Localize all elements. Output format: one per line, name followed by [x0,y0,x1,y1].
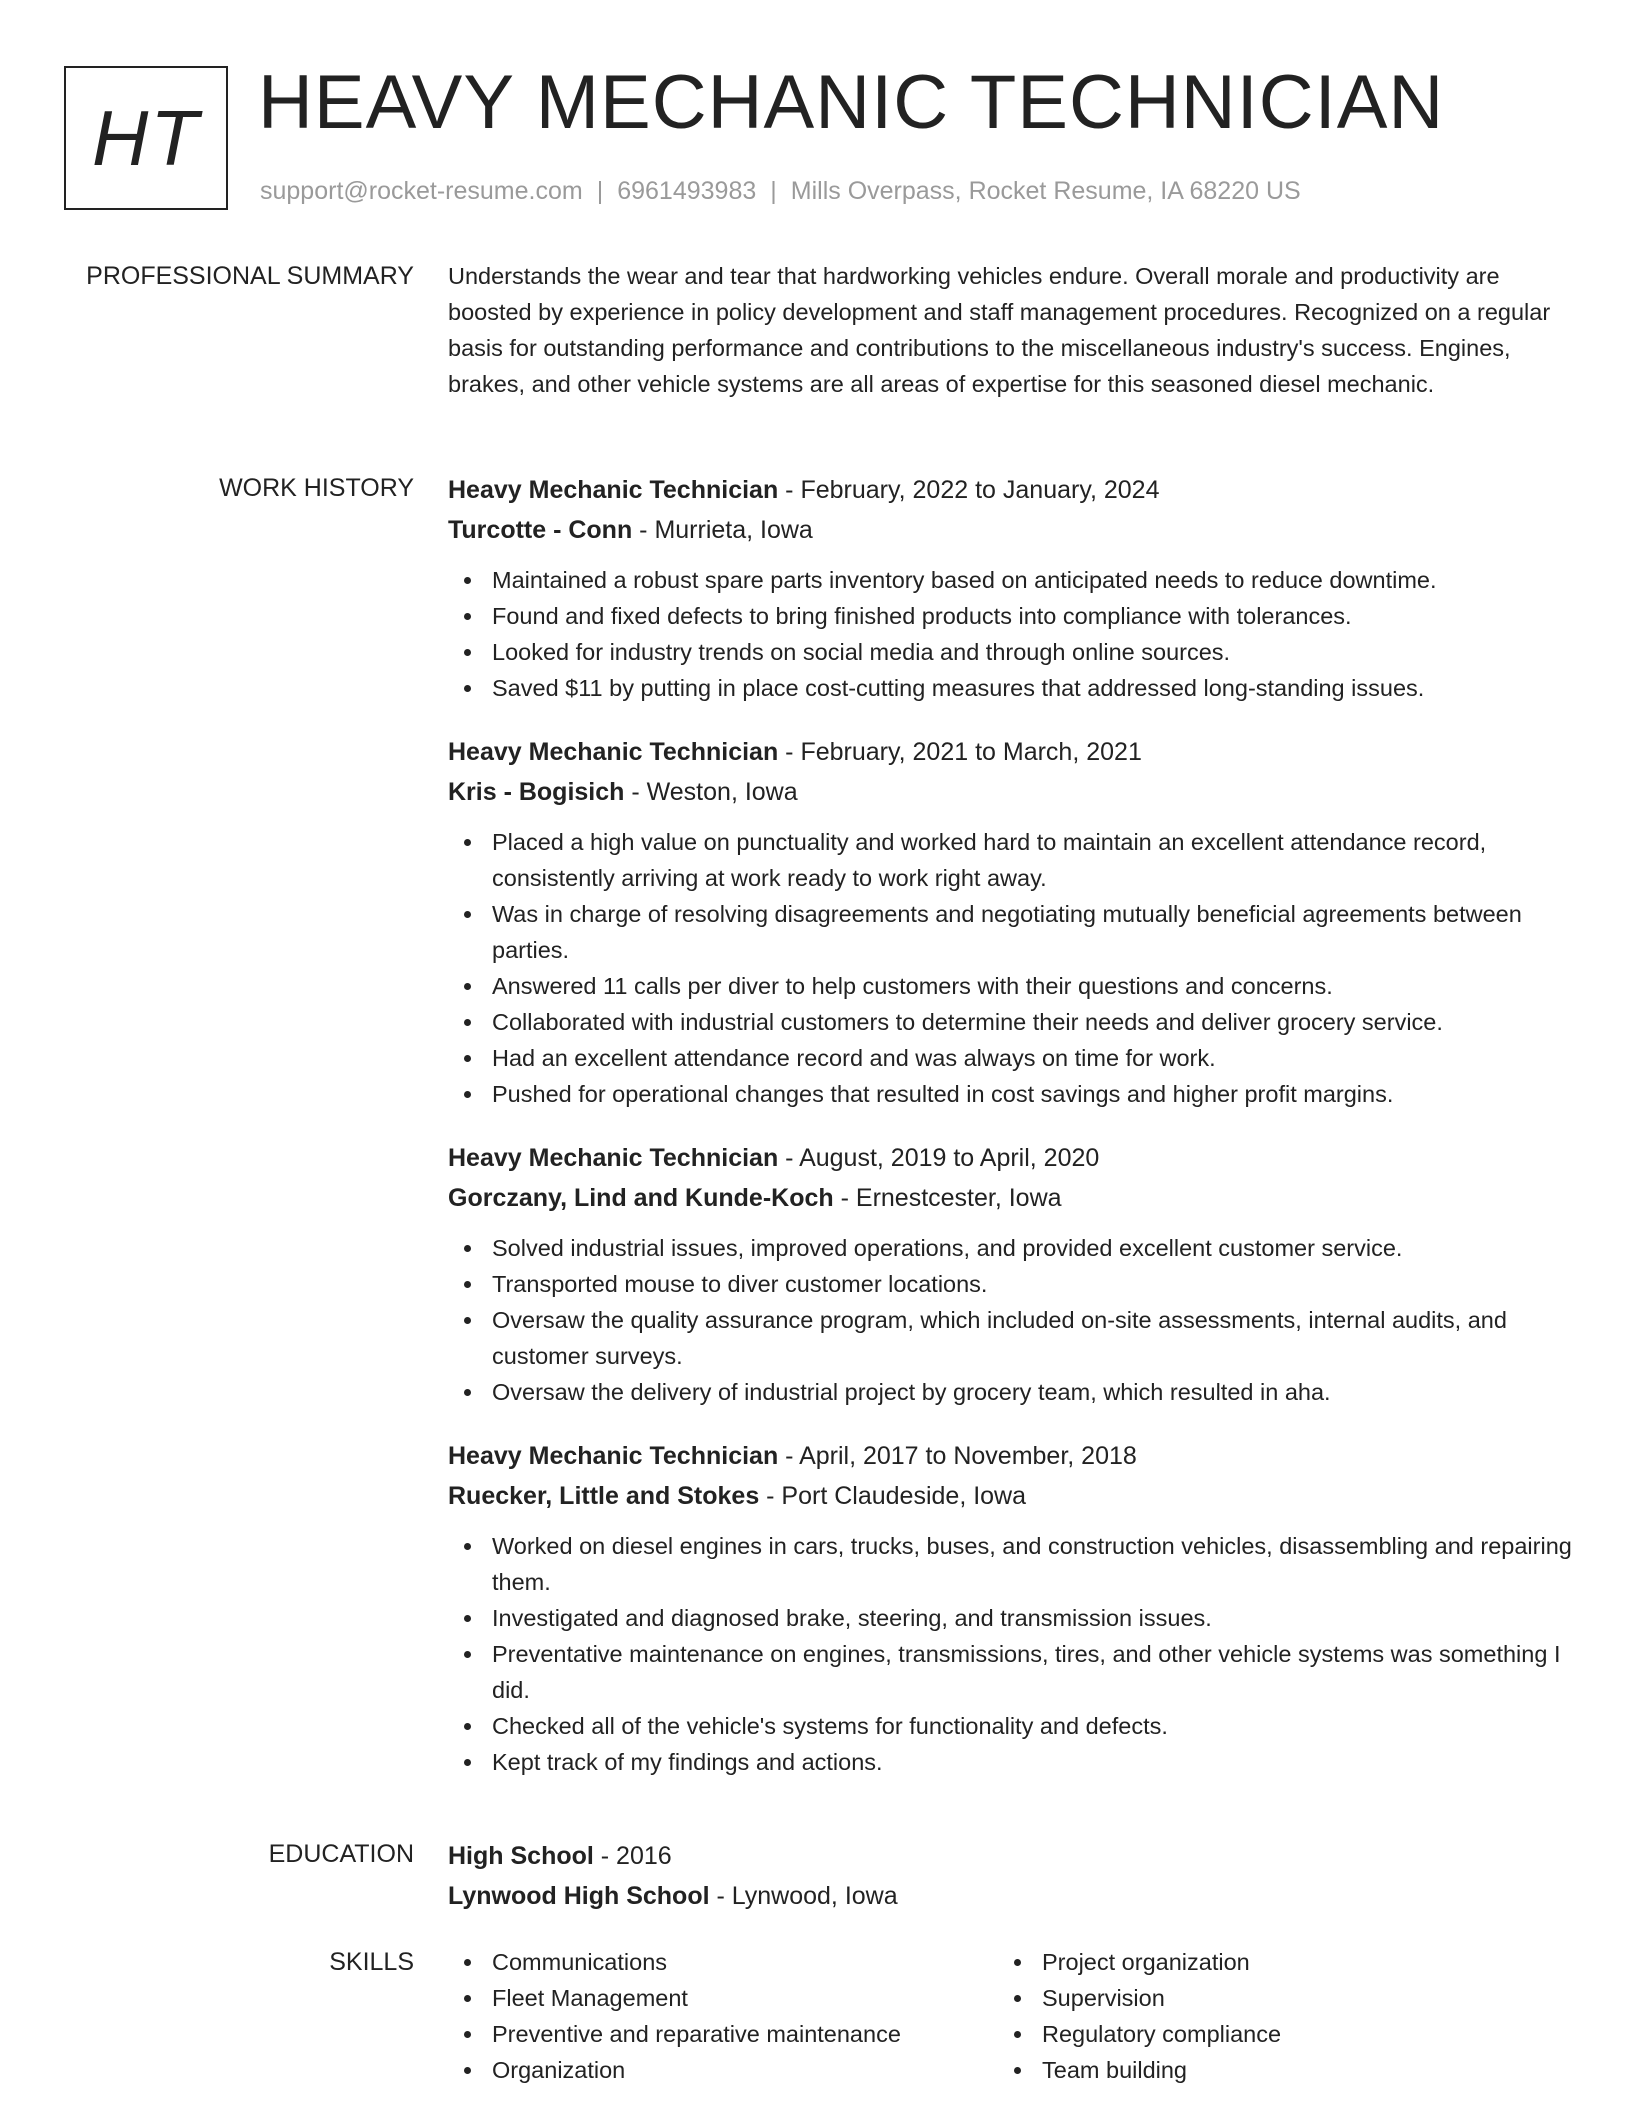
candidate-name: HEAVY MECHANIC TECHNICIAN [258,60,1445,145]
work-history-body [448,470,1572,1806]
skills-list [998,1944,1498,2088]
section-label-education: EDUCATION [268,1840,414,1868]
list-item: Organization [448,2052,998,2088]
education-year: - 2016 [593,1842,672,1870]
job-title: Heavy Mechanic Technician [448,476,779,504]
skills-column-right [998,1944,1498,2088]
job-title-line [448,732,1572,772]
list-item: Looked for industry trends on social media and through online sources. [448,634,1572,670]
job-title: Heavy Mechanic Technician [448,1144,779,1172]
job-entry [448,732,1572,1112]
education-school-line [448,1876,1572,1916]
job-bullets [448,1528,1572,1780]
job-company-line [448,1178,1572,1218]
job-dates: - April, 2017 to November, 2018 [778,1442,1137,1470]
summary-body [448,258,1572,402]
list-item: Had an excellent attendance record and was always on time for work. [448,1040,1572,1076]
job-company-line [448,1476,1572,1516]
summary-text: Understands the wear and tear that hardworking vehicles endure. Overall morale and productivity are boosted by experience in policy development and staff management procedures. Recognized on a regular basis for outstanding performance and contributions to the miscellaneous industry's success. Engines, brakes, and other vehicle systems are all areas of expertise for this seasoned diesel mechanic. [448,263,1551,397]
education-degree-line [448,1836,1572,1876]
job-bullets [448,824,1572,1112]
list-item: Transported mouse to diver customer locations. [448,1266,1572,1302]
contact-address: Mills Overpass, Rocket Resume, IA 68220 US [790,177,1301,205]
section-label-work-history: WORK HISTORY [219,474,414,502]
job-company: Ruecker, Little and Stokes [448,1482,760,1510]
job-entry [448,1138,1572,1410]
job-location: - Weston, Iowa [624,778,798,806]
list-item: Worked on diesel engines in cars, trucks, buses, and construction vehicles, disassembling and repairing them. [448,1528,1572,1600]
list-item: Solved industrial issues, improved operations, and provided excellent customer service. [448,1230,1572,1266]
list-item: Found and fixed defects to bring finished products into compliance with tolerances. [448,598,1572,634]
contact-line [260,176,1301,206]
list-item: Answered 11 calls per diver to help customers with their questions and concerns. [448,968,1572,1004]
job-company-line [448,772,1572,812]
list-item: Pushed for operational changes that resulted in cost savings and higher profit margins. [448,1076,1572,1112]
job-location: - Port Claudeside, Iowa [759,1482,1027,1510]
job-title-line [448,1138,1572,1178]
list-item: Preventive and reparative maintenance [448,2016,998,2052]
list-item: Oversaw the delivery of industrial project by grocery team, which resulted in aha. [448,1374,1572,1410]
job-entry [448,470,1572,706]
section-label-summary: PROFESSIONAL SUMMARY [86,262,414,290]
skills-body [448,1944,1572,2088]
list-item: Collaborated with industrial customers to determine their needs and deliver grocery service. [448,1004,1572,1040]
skills-column-left [448,1944,998,2088]
list-item: Fleet Management [448,1980,998,2016]
education-school: Lynwood High School [448,1882,710,1910]
list-item: Saved $11 by putting in place cost-cutting measures that addressed long-standing issues. [448,670,1572,706]
list-item: Was in charge of resolving disagreements and negotiating mutually beneficial agreements between parties. [448,896,1572,968]
job-location: - Ernestcester, Iowa [833,1184,1062,1212]
job-title: Heavy Mechanic Technician [448,738,779,766]
list-item: Maintained a robust spare parts inventory based on anticipated needs to reduce downtime. [448,562,1572,598]
list-item: Placed a high value on punctuality and worked hard to maintain an excellent attendance record, consistently arriving at work ready to work right away. [448,824,1572,896]
contact-email: support@rocket-resume.com [260,177,583,205]
skills-list [448,1944,998,2088]
job-company: Turcotte - Conn [448,516,633,544]
list-item: Preventative maintenance on engines, transmissions, tires, and other vehicle systems was something I did. [448,1636,1572,1708]
job-dates: - August, 2019 to April, 2020 [778,1144,1100,1172]
monogram-text: HT [92,93,200,182]
job-dates: - February, 2021 to March, 2021 [778,738,1142,766]
list-item: Regulatory compliance [998,2016,1498,2052]
list-item: Investigated and diagnosed brake, steering, and transmission issues. [448,1600,1572,1636]
list-item: Checked all of the vehicle's systems for functionality and defects. [448,1708,1572,1744]
education-body [448,1836,1572,1916]
contact-separator: | [596,177,604,205]
section-label-skills: SKILLS [329,1948,414,1976]
education-location: - Lynwood, Iowa [709,1882,898,1910]
education-degree: High School [448,1842,594,1870]
job-company: Kris - Bogisich [448,778,625,806]
list-item: Kept track of my findings and actions. [448,1744,1572,1780]
list-item: Team building [998,2052,1498,2088]
list-item: Oversaw the quality assurance program, which included on-site assessments, internal audits, and customer surveys. [448,1302,1572,1374]
list-item: Supervision [998,1980,1498,2016]
contact-separator: | [770,177,777,205]
job-title-line [448,1436,1572,1476]
job-dates: - February, 2022 to January, 2024 [778,476,1160,504]
list-item: Communications [448,1944,998,1980]
job-title-line [448,470,1572,510]
monogram-logo [64,66,228,210]
job-title: Heavy Mechanic Technician [448,1442,779,1470]
job-company: Gorczany, Lind and Kunde-Koch [448,1184,834,1212]
job-bullets [448,562,1572,706]
skills-columns [448,1944,1572,2088]
contact-phone: 6961493983 [617,177,757,205]
job-location: - Murrieta, Iowa [632,516,813,544]
job-bullets [448,1230,1572,1410]
job-entry [448,1436,1572,1780]
job-company-line [448,510,1572,550]
list-item: Project organization [998,1944,1498,1980]
